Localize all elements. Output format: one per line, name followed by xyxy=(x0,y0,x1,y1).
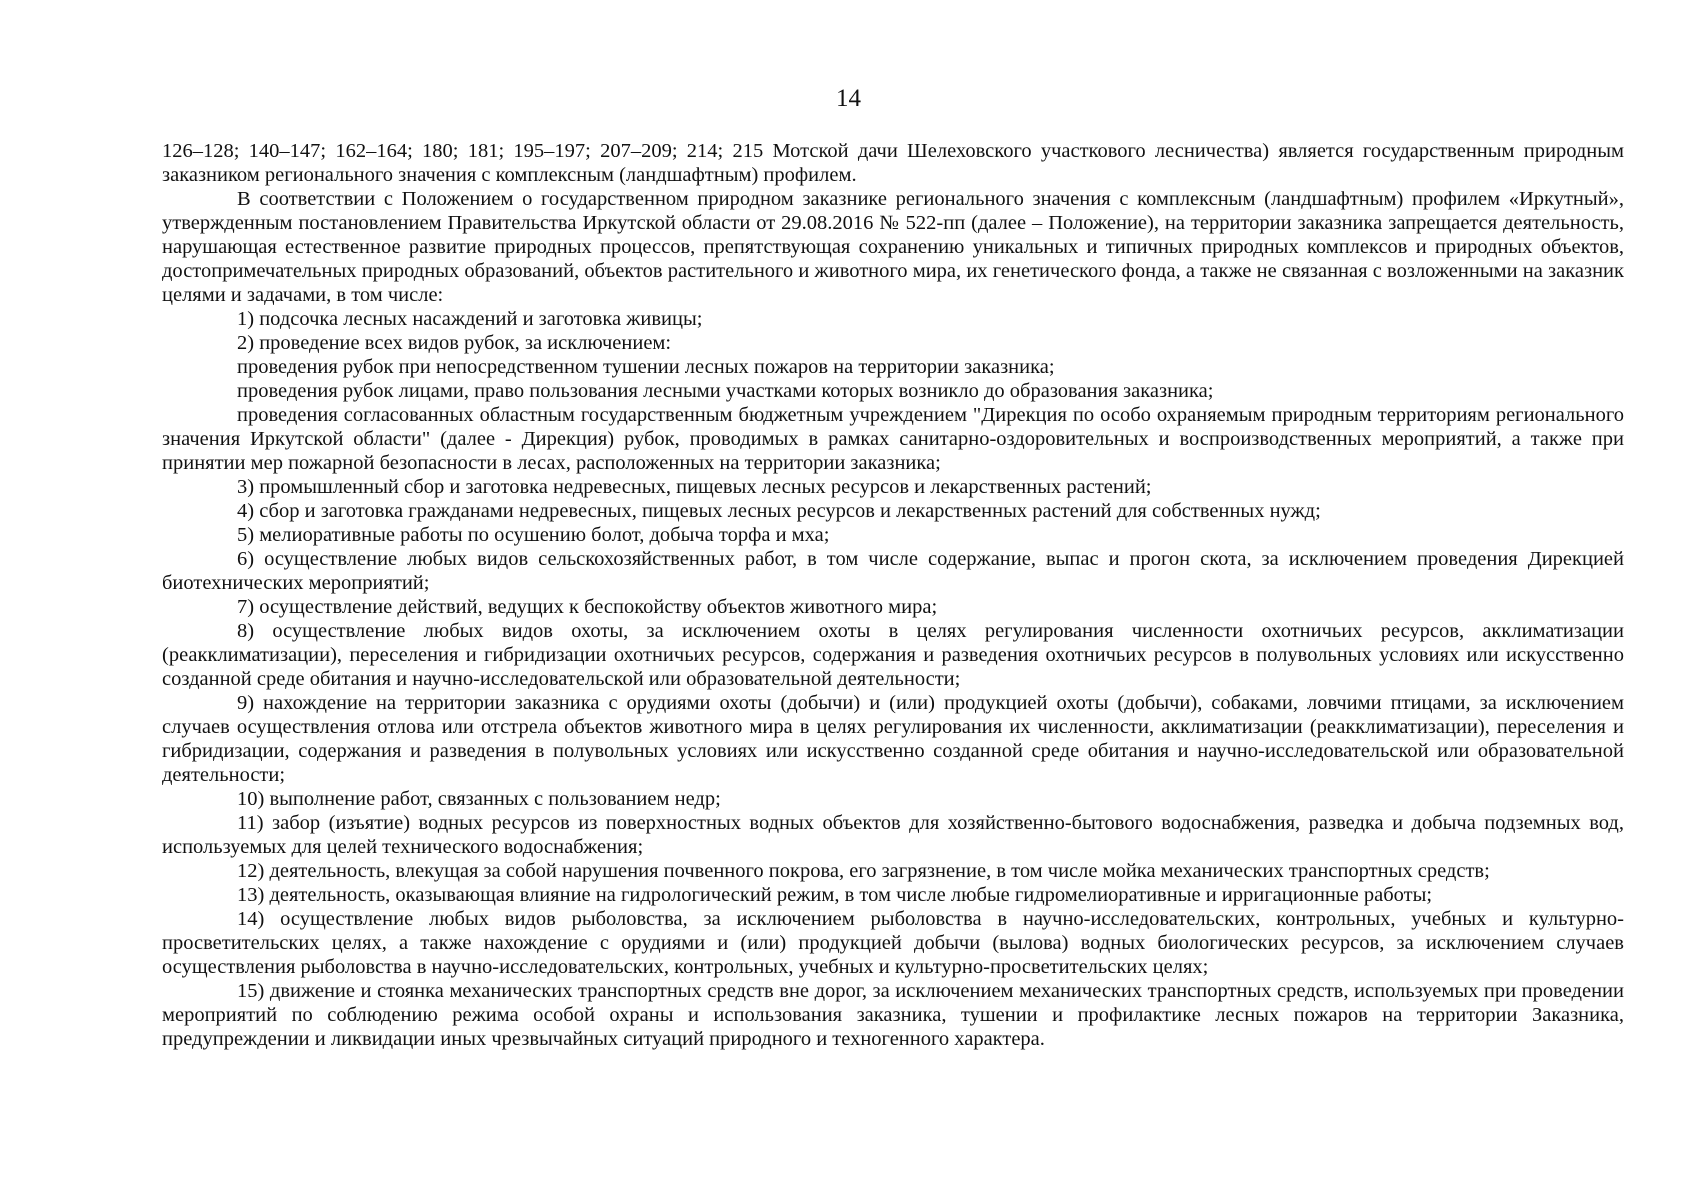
list-item-11: 11) забор (изъятие) водных ресурсов из поверхностных водных объектов для хозяйственно-бытового водоснабжения, разведка и добыча подземных вод, используемых для целей технического водоснабжения; xyxy=(162,812,1624,858)
list-item-1: 1) подсочка лесных насаждений и заготовка живицы; xyxy=(237,308,703,330)
list-item-12: 12) деятельность, влекущая за собой нарушения почвенного покрова, его загрязнение, в том числе мойка механических транспортных средств; xyxy=(237,860,1490,882)
list-item-5: 5) мелиоративные работы по осушению болот, добыча торфа и мха; xyxy=(237,524,830,546)
list-item-7: 7) осуществление действий, ведущих к беспокойству объектов животного мира; xyxy=(237,596,938,618)
list-item-13: 13) деятельность, оказывающая влияние на гидрологический режим, в том числе любые гидромелиоративные и ирригационные работы; xyxy=(237,884,1433,906)
list-item-2: 2) проведение всех видов рубок, за исключением: xyxy=(237,332,672,354)
list-item-2-exception-3: проведения согласованных областным государственным бюджетным учреждением "Дирекция по особо охраняемым природным территориям регионального значения Иркутской области" (далее - Дирекция) рубок, проводимых в рамках санитарно-оздоровительных и воспроизводственных мероприятий, а также при принятии мер пожарной безопасности в лесах, расположенных на территории заказника; xyxy=(162,404,1624,474)
list-item-15: 15) движение и стоянка механических транспортных средств вне дорог, за исключением механических транспортных средств, используемых при проведении мероприятий по соблюдению режима особой охраны и использования заказника, тушении и профилактике лесных пожаров на территории Заказника, предупреждении и ликвидации иных чрезвычайных ситуаций природного и техногенного характера. xyxy=(162,980,1624,1050)
list-item-2-exception-2: проведения рубок лицами, право пользования лесными участками которых возникло до образования заказника; xyxy=(237,380,1214,402)
list-item-2-exception-1: проведения рубок при непосредственном тушении лесных пожаров на территории заказника; xyxy=(237,356,1055,378)
page-number: 14 xyxy=(836,85,861,112)
document-body xyxy=(162,139,1624,1051)
list-item-14: 14) осуществление любых видов рыболовства, за исключением рыболовства в научно-исследовательских, контрольных, учебных и культурно-просветительских целях, а также нахождение с орудиями и (или) продукцией добычи (вылова) водных биологических ресурсов, за исключением случаев осуществления рыболовства в научно-исследовательских, контрольных, учебных и культурно-просветительских целях; xyxy=(162,908,1624,978)
list-item-6: 6) осуществление любых видов сельскохозяйственных работ, в том числе содержание, выпас и прогон скота, за исключением проведения Дирекцией биотехнических мероприятий; xyxy=(162,548,1624,594)
list-item-9: 9) нахождение на территории заказника с орудиями охоты (добычи) и (или) продукцией охоты (добычи), собаками, ловчими птицами, за исключением случаев осуществления отлова или отстрела объектов животного мира в целях регулирования их численности, акклиматизации (реакклиматизации), переселения и гибридизации, содержания и разведения в полувольных условиях или искусственно созданной среде обитания и научно-исследовательской или образовательной деятельности; xyxy=(162,692,1624,786)
list-item-4: 4) сбор и заготовка гражданами недревесных, пищевых лесных ресурсов и лекарственных растений для собственных нужд; xyxy=(237,500,1321,522)
paragraph-intro: В соответствии с Положением о государственном природном заказнике регионального значения с комплексным (ландшафтным) профилем «Иркутный», утвержденным постановлением Правительства Иркутской области от 29.08.2016 № 522-пп (далее – Положение), на территории заказника запрещается деятельность, нарушающая естественное развитие природных процессов, препятствующая сохранению уникальных и типичных природных комплексов и природных объектов, достопримечательных природных образований, объектов растительного и животного мира, их генетического фонда, а также не связанная с возложенными на заказник целями и задачами, в том числе: xyxy=(162,188,1624,306)
list-item-10: 10) выполнение работ, связанных с пользованием недр; xyxy=(237,788,721,810)
paragraph-continuation: 126–128; 140–147; 162–164; 180; 181; 195–197; 207–209; 214; 215 Мотской дачи Шелеховского участкового лесничества) является государственным природным заказником регионального значения с комплексным (ландшафтным) профилем. xyxy=(162,140,1624,186)
list-item-8: 8) осуществление любых видов охоты, за исключением охоты в целях регулирования численности охотничьих ресурсов, акклиматизации (реакклиматизации), переселения и гибридизации охотничьих ресурсов, содержания и разведения охотничьих ресурсов в полувольных условиях или искусственно созданной среде обитания и научно-исследовательской или образовательной деятельности; xyxy=(162,620,1624,690)
list-item-3: 3) промышленный сбор и заготовка недревесных, пищевых лесных ресурсов и лекарственных растений; xyxy=(237,476,1152,498)
